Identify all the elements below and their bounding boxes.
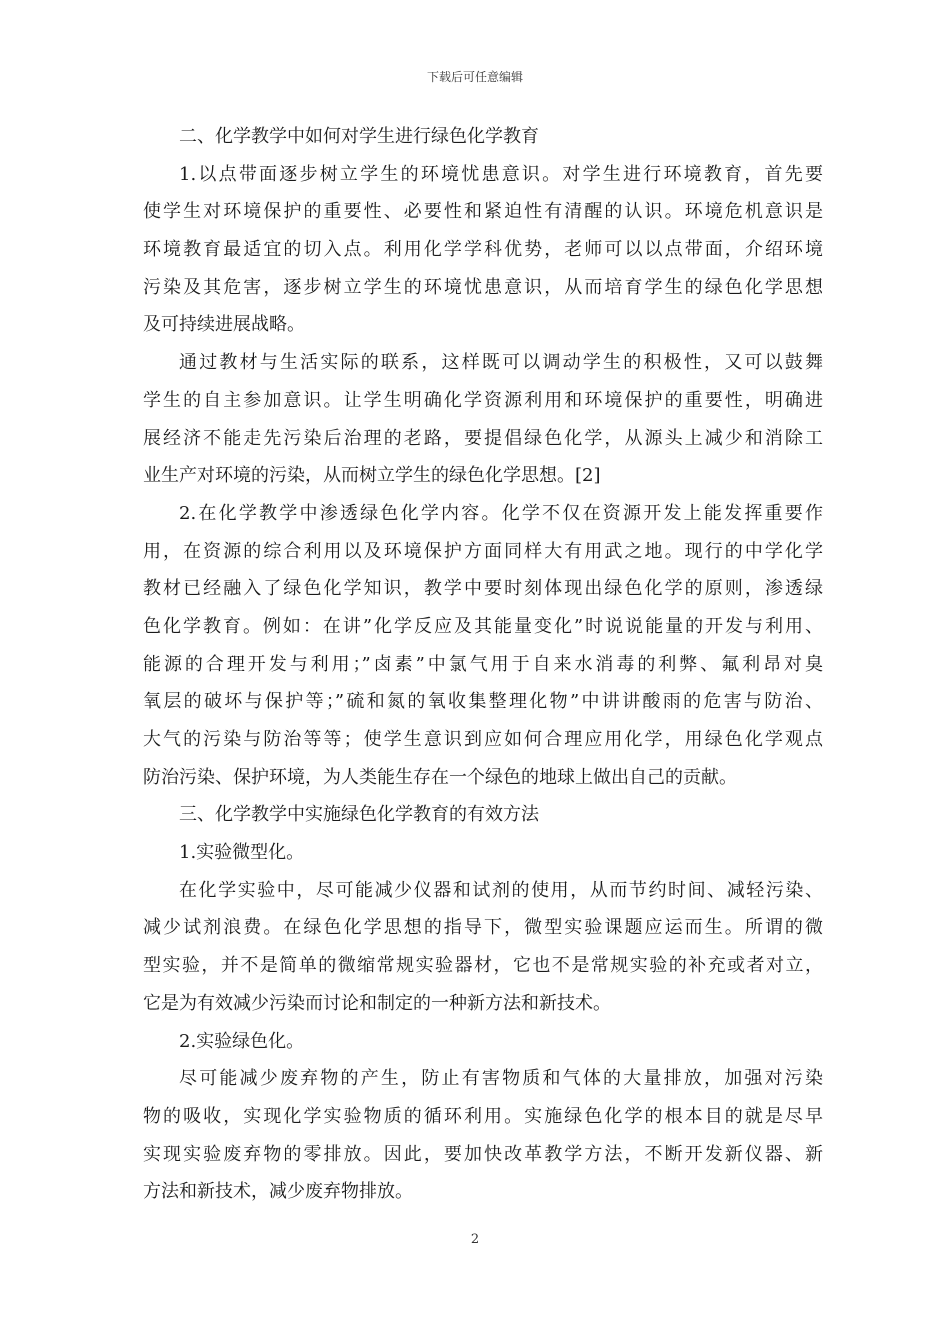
text-line: 方法和新技术，减少废弃物排放。 xyxy=(143,1181,413,1203)
text-line: 型实验，并不是简单的微缩常规实验器材，它也不是常规实验的补充或者对立， xyxy=(143,955,823,977)
text-line: 大气的污染与防治等等；使学生意识到应如何合理应用化学，用绿色化学观点 xyxy=(143,729,823,750)
text-line: 学生的自主参加意识。让学生明确化学资源利用和环境保护的重要性，明确进 xyxy=(143,389,823,411)
text-line: 防治污染、保护环境，为人类能生存在一个绿色的地球上做出自己的贡献。 xyxy=(143,766,737,788)
text-line: 能源的合理开发与利用；”卤素”中氯气用于自来水消毒的利弊、氟利昂对臭 xyxy=(143,653,823,675)
text-line: 1.以点带面逐步树立学生的环境忧患意识。对学生进行环境教育，首先要 xyxy=(179,163,823,185)
text-line: 1.实验微型化。 xyxy=(179,842,305,864)
text-line: 教材已经融入了绿色化学知识，教学中要时刻体现出绿色化学的原则，渗透绿 xyxy=(143,578,823,600)
document-body xyxy=(143,118,823,1211)
text-line: 2.在化学教学中渗透绿色化学内容。化学不仅在资源开发上能发挥重要作 xyxy=(179,502,823,524)
text-line: 它是为有效减少污染而讨论和制定的一种新方法和新技术。 xyxy=(143,992,611,1014)
text-line: 用，在资源的综合利用以及环境保护方面同样大有用武之地。现行的中学化学 xyxy=(143,540,823,562)
text-line: 使学生对环境保护的重要性、必要性和紧迫性有清醒的认识。环境危机意识是 xyxy=(143,201,823,223)
page-number: 2 xyxy=(470,1232,480,1247)
text-line: 及可持续进展战略。 xyxy=(143,314,305,336)
text-line: 污染及其危害，逐步树立学生的环境忧患意识，从而培育学生的绿色化学思想 xyxy=(143,276,823,298)
text-line: 通过教材与生活实际的联系，这样既可以调动学生的积极性，又可以鼓舞 xyxy=(179,352,823,374)
text-line: 二、化学教学中如何对学生进行绿色化学教育 xyxy=(179,126,539,147)
text-line: 氧层的破坏与保护等；”硫和氮的氧收集整理化物”中讲讲酸雨的危害与防治、 xyxy=(143,691,823,713)
text-line: 色化学教育。例如：在讲”化学反应及其能量变化”时说说能量的开发与利用、 xyxy=(143,615,823,637)
text-line: 业生产对环境的污染，从而树立学生的绿色化学思想。[2] xyxy=(143,465,601,487)
text-line: 实现实验废弃物的零排放。因此，要加快改革教学方法，不断开发新仪器、新 xyxy=(143,1143,823,1165)
text-line: 2.实验绿色化。 xyxy=(179,1030,305,1052)
text-line: 环境教育最适宜的切入点。利用化学学科优势，老师可以以点带面，介绍环境 xyxy=(143,239,823,261)
text-line: 减少试剂浪费。在绿色化学思想的指导下，微型实验课题应运而生。所谓的微 xyxy=(143,917,823,939)
text-line: 三、化学教学中实施绿色化学教育的有效方法 xyxy=(179,804,539,826)
text-line: 在化学实验中，尽可能减少仪器和试剂的使用，从而节约时间、减轻污染、 xyxy=(179,879,823,901)
text-line: 展经济不能走先污染后治理的老路，要提倡绿色化学，从源头上减少和消除工 xyxy=(143,427,823,449)
text-line: 物的吸收，实现化学实验物质的循环利用。实施绿色化学的根本目的就是尽早 xyxy=(143,1105,823,1127)
page-header-note: 下载后可任意编辑 xyxy=(426,70,523,84)
text-line: 尽可能减少废弃物的产生，防止有害物质和气体的大量排放，加强对污染 xyxy=(179,1068,823,1090)
